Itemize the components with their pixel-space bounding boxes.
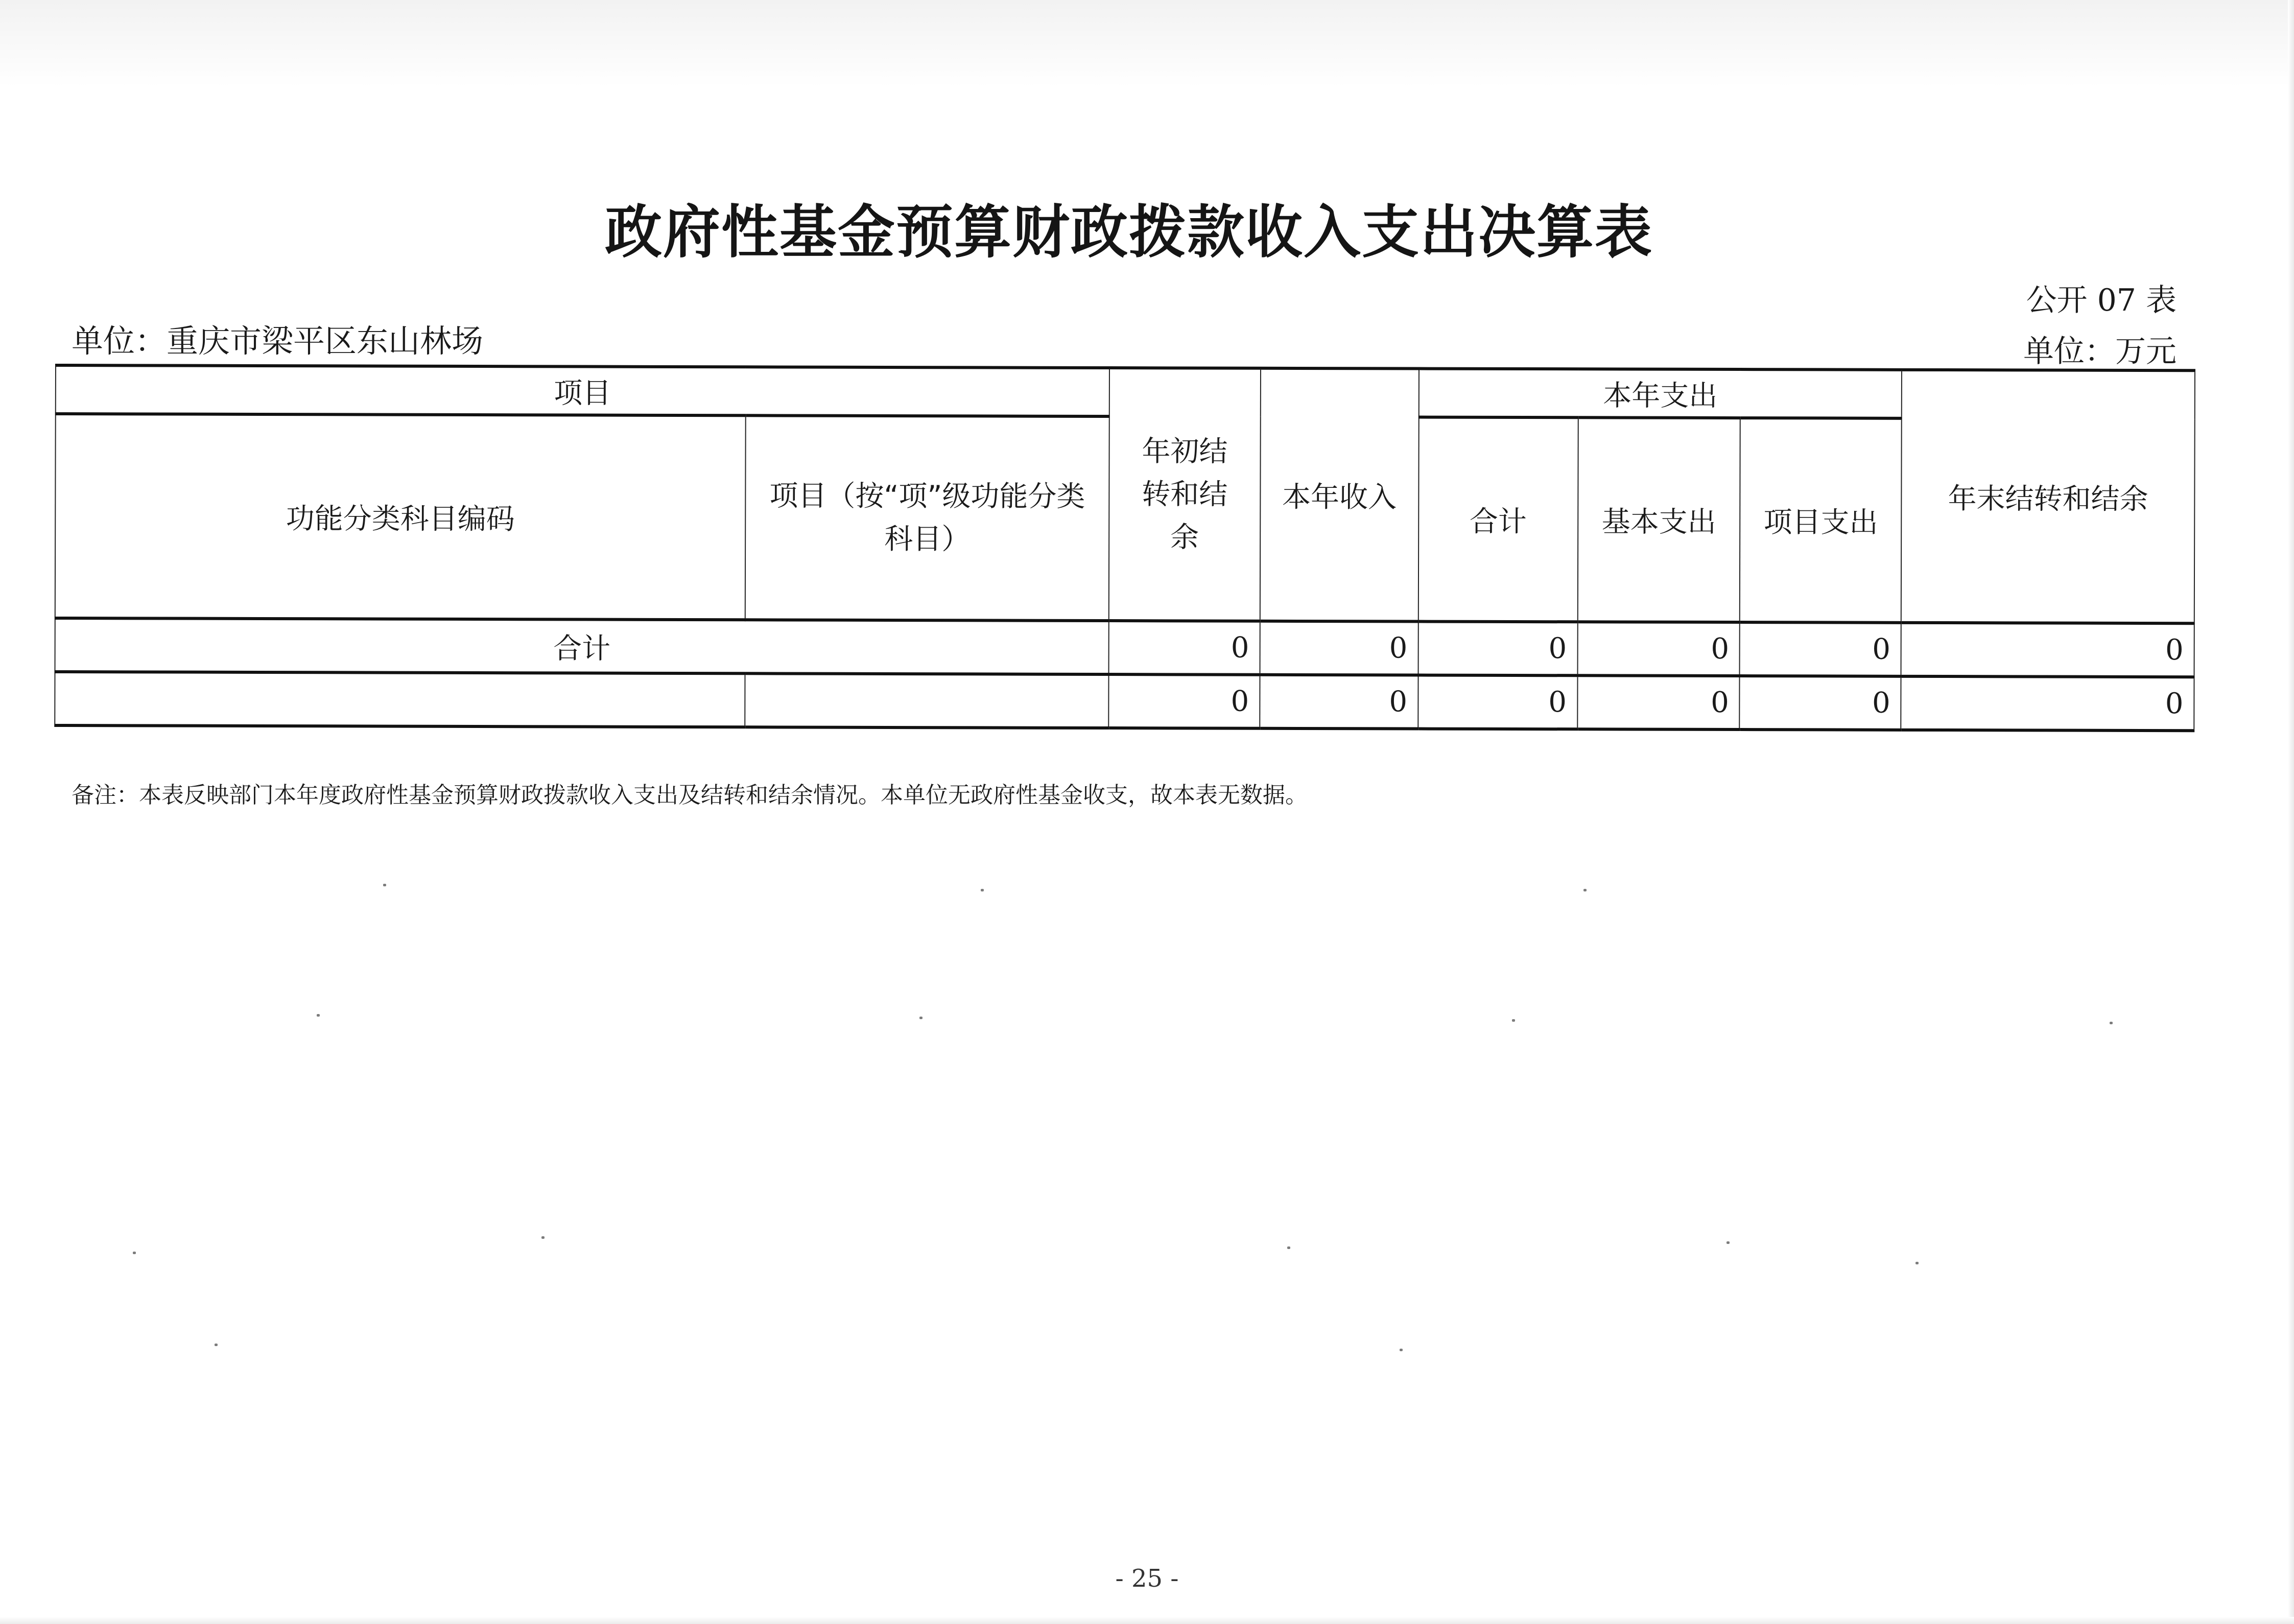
page-title: 政府性基金预算财政拨款收入支出决算表 — [605, 199, 1653, 266]
scan-speck — [133, 1252, 136, 1254]
header-exp-total: 合计 — [1418, 417, 1578, 622]
header-row-1 — [56, 365, 2195, 419]
total-income: 0 — [1260, 621, 1418, 675]
total-label: 合计 — [55, 618, 1109, 674]
scan-speck — [981, 889, 984, 891]
scan-speck — [1583, 889, 1587, 891]
total-exp-total: 0 — [1418, 622, 1577, 676]
scan-speck — [1400, 1349, 1403, 1351]
scan-speck — [541, 1236, 545, 1239]
unit-organization: 单位：重庆市梁平区东山林场 — [72, 322, 484, 360]
budget-table — [54, 364, 2195, 732]
page-number: - 25 - — [1115, 1564, 1179, 1593]
header-code: 功能分类科目编码 — [55, 414, 746, 620]
table-row — [55, 672, 2194, 731]
header-end-balance: 年末结转和结余 — [1901, 370, 2195, 623]
row-name — [745, 673, 1108, 728]
unit-currency: 单位：万元 — [2023, 334, 2177, 369]
scan-speck — [1287, 1246, 1290, 1249]
row-income: 0 — [1260, 675, 1418, 729]
scan-edge-bottom — [0, 1617, 2294, 1624]
scan-edge-right — [2288, 0, 2294, 1624]
row-exp-project: 0 — [1740, 676, 1901, 730]
row-code — [55, 672, 745, 727]
total-begin-balance: 0 — [1108, 621, 1260, 675]
scan-speck — [317, 1014, 320, 1017]
header-exp-basic: 基本支出 — [1577, 417, 1740, 622]
scan-speck — [1915, 1262, 1919, 1264]
form-number: 公开 07 表 — [2026, 283, 2177, 318]
header-project-group: 项目 — [56, 365, 1109, 416]
header-income: 本年收入 — [1260, 368, 1419, 622]
scan-speck — [919, 1017, 923, 1019]
scan-speck — [383, 884, 386, 886]
row-exp-basic: 0 — [1577, 675, 1740, 729]
row-begin-balance: 0 — [1108, 674, 1260, 728]
scan-speck — [1512, 1019, 1515, 1022]
row-end-balance: 0 — [1901, 676, 2194, 731]
table-note: 备注：本表反映部门本年度政府性基金预算财政拨款收入支出及结转和结余情况。本单位无政府性基金收支，故本表无数据。 — [72, 782, 1308, 808]
scan-speck — [215, 1344, 218, 1346]
total-end-balance: 0 — [1901, 623, 2194, 677]
scan-speck — [2110, 1022, 2113, 1024]
scan-speck — [1727, 1241, 1730, 1244]
total-exp-basic: 0 — [1577, 622, 1740, 676]
total-row — [55, 618, 2194, 677]
scan-shade-top — [0, 0, 2294, 87]
header-name: 项目（按“项”级功能分类科目） — [745, 415, 1109, 621]
header-exp-project: 项目支出 — [1740, 418, 1902, 623]
row-exp-total: 0 — [1418, 675, 1577, 729]
total-exp-project: 0 — [1740, 622, 1901, 676]
header-expenditure-group: 本年支出 — [1418, 369, 1902, 418]
header-begin-balance: 年初结 转和结 余 — [1109, 368, 1261, 621]
